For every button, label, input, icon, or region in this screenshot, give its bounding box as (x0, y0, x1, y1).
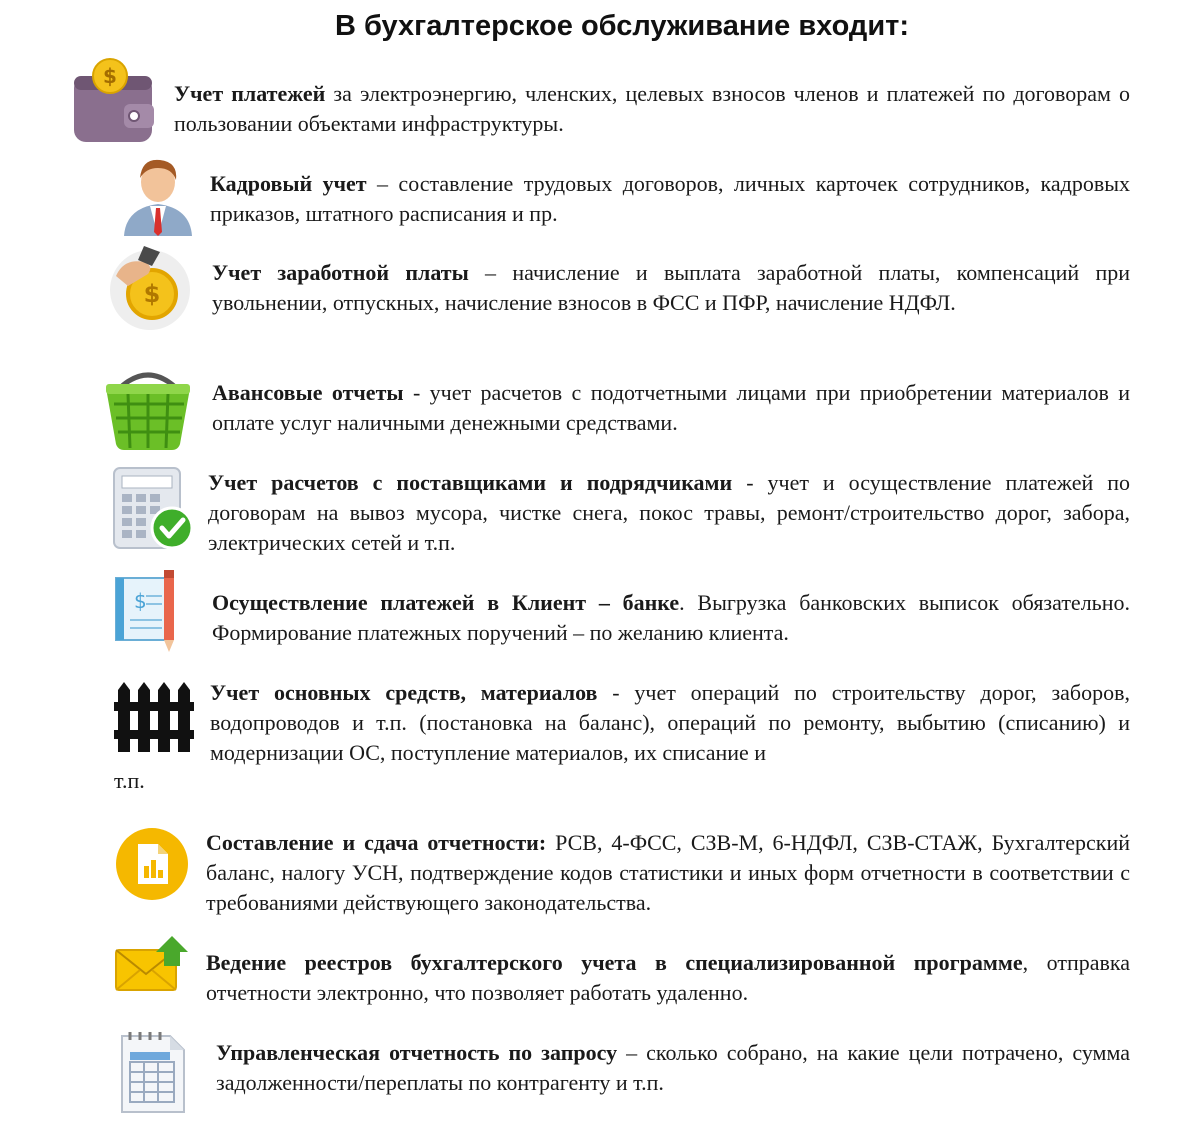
item-title: Учет основных средств, материалов (210, 680, 598, 705)
calculator-check-icon (112, 466, 196, 552)
svg-text:$: $ (143, 280, 161, 308)
item-description: - учет и осуществление платежей по договорам на вывоз мусора, чистке снега, покос травы, ремонт/строительство дорог, забора, электрических сетей и т.п. (208, 470, 1130, 555)
item-description: РСВ, 4-ФСС, СЗВ-М, 6-НДФЛ, СЗВ-СТАЖ, Бухгалтерский баланс, налогу УСН, подтверждение кодов статистики и иных форм отчетности в соответствии с требованиями действующего законодательства. (206, 830, 1130, 915)
wallet-icon (68, 56, 158, 146)
person-icon (120, 152, 196, 236)
svg-text:$: $ (103, 64, 117, 88)
item-description: - учет операций по строительству дорог, заборов, водопроводов и т.п. (постановка на баланс), операций по ремонту, выбытию (списанию) и модернизации ОС, поступление материалов, их списание и (210, 680, 1130, 765)
item-title: Управленческая отчетность по запросу (216, 1040, 618, 1065)
item-title: Осуществление платежей в Клиент – банке (212, 590, 680, 615)
item-title: Учет заработной платы (212, 260, 469, 285)
cheque-pen-icon (112, 568, 184, 654)
envelope-icon (112, 934, 190, 992)
svg-text:$: $ (134, 589, 147, 613)
item-description: , отправка отчетности электронно, что позволяет работать удаленно. (206, 950, 1130, 1005)
coin-hand-icon (104, 246, 194, 332)
item-title: Составление и сдача отчетности: (206, 830, 547, 855)
item-description: – составление трудовых договоров, личных карточек сотрудников, кадровых приказов, штатного расписания и пр. (210, 171, 1130, 226)
spreadsheet-icon (118, 1030, 188, 1116)
item-description: – начисление и выплата заработной платы, компенсаций при увольнении, отпускных, начисление взносов в ФСС и ПФР, начисление НДФЛ. (212, 260, 1130, 315)
item-description-tail: т.п. (114, 768, 145, 793)
page-title: В бухгалтерское обслуживание входит: (334, 10, 910, 42)
item-description: за электроэнергию, членских, целевых взносов членов и платежей по договорам о пользовании объектами инфраструктуры. (174, 81, 1131, 136)
report-icon (114, 826, 190, 902)
item-title: Кадровый учет (210, 171, 367, 196)
basket-icon (102, 366, 194, 452)
fence-icon (114, 680, 194, 752)
item-title: Учет расчетов с поставщиками и подрядчиками (208, 470, 733, 495)
item-title: Ведение реестров бухгалтерского учета в специализированной программе (206, 950, 1023, 975)
item-description: . Выгрузка банковских выписок обязательно. Формирование платежных поручений – по желанию клиента. (212, 590, 1130, 645)
item-description: - учет расчетов с подотчетными лицами при приобретении материалов и оплате услуг наличными денежными средствами. (212, 380, 1131, 435)
item-title: Учет платежей (174, 81, 326, 106)
item-description: – сколько собрано, на какие цели потрачено, сумма задолженности/переплаты по контрагенту и т.п. (216, 1040, 1130, 1095)
item-title: Авансовые отчеты (212, 380, 404, 405)
